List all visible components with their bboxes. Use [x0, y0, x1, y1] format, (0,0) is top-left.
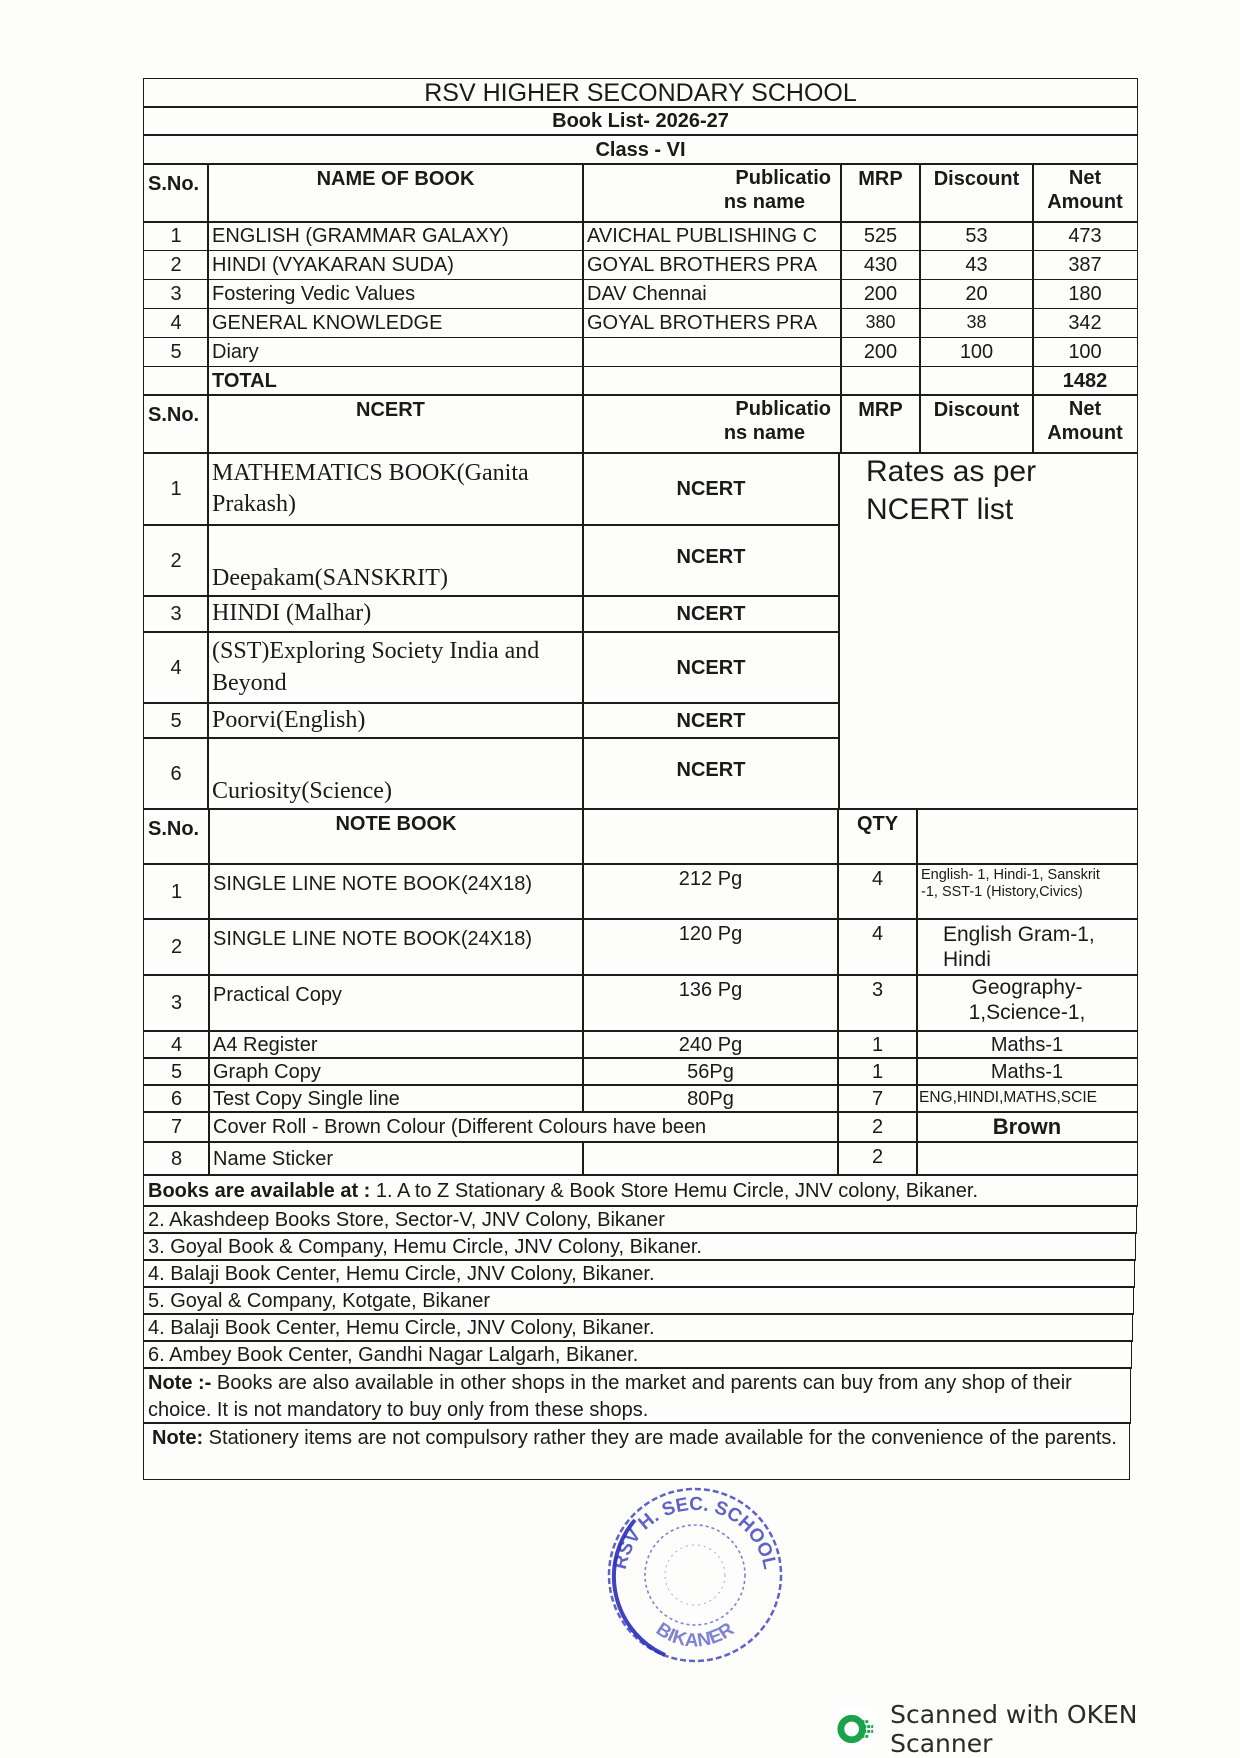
books-cell-discount: 43: [919, 250, 1034, 280]
note-stationery: [143, 1422, 1130, 1480]
ncert-cell-publication: NCERT: [582, 737, 840, 810]
ncert-rates-note-line1: Rates as per: [866, 455, 1037, 488]
total-pub-empty: [582, 366, 842, 396]
nb-cell-name: SINGLE LINE NOTE BOOK(24X18): [208, 918, 584, 976]
ncert-col-mrp: MRP: [840, 394, 921, 454]
books-cell-publication: GOYAL BROTHERS PRA: [582, 308, 842, 338]
watermark-text: Scanned with OKEN Scanner: [890, 1700, 1138, 1758]
books-col-publication-line1: Publicatio: [735, 167, 831, 189]
note-shops: [143, 1367, 1131, 1424]
nb-cell-sno: 8: [143, 1141, 210, 1176]
nb-cell-pages: 136 Pg: [582, 974, 839, 1032]
nb-cell-name: SINGLE LINE NOTE BOOK(24X18): [208, 863, 584, 920]
nb-cell-name: Practical Copy: [208, 974, 584, 1032]
ncert-cell-publication: NCERT: [582, 452, 840, 526]
nb-cell-subjects: [916, 1141, 1138, 1176]
shop-item: 4. Balaji Book Center, Hemu Circle, JNV Colony, Bikaner.: [143, 1259, 1135, 1288]
nb-cell-qty: 2: [837, 1141, 918, 1176]
books-cell-mrp: 525: [840, 221, 921, 251]
ncert-cell-name: HINDI (Malhar): [207, 595, 584, 633]
books-cell-net: 100: [1032, 337, 1138, 367]
books-col-net: [1032, 163, 1138, 223]
nb-col-subjects: [916, 808, 1138, 865]
books-cell-discount: 38: [919, 308, 1034, 338]
ncert-col-publication-line1: Publicatio: [735, 398, 831, 420]
stamp-inner-ring: [645, 1525, 745, 1625]
books-cell-name: Diary: [207, 337, 584, 367]
ncert-cell-name: Curiosity(Science): [207, 737, 584, 810]
stamp-text-top: RSV H. SEC. SCHOOL: [609, 1493, 781, 1572]
books-col-net-line2: Amount: [1047, 191, 1123, 213]
nb-cell-sno: 6: [143, 1084, 210, 1113]
nb-cell-name: A4 Register: [208, 1030, 584, 1059]
nb-cell-pages: 212 Pg: [582, 863, 839, 920]
books-cell-publication: DAV Chennai: [582, 279, 842, 309]
shop-item: 6. Ambey Book Center, Gandhi Nagar Lalgarh, Bikaner.: [143, 1340, 1132, 1369]
books-cell-sno: 5: [143, 337, 209, 367]
school-name: RSV HIGHER SECONDARY SCHOOL: [143, 78, 1138, 108]
ncert-cell-sno: 2: [143, 524, 209, 597]
total-mrp-empty: [840, 366, 921, 396]
stamp-text-bottom: BIKANER: [652, 1618, 738, 1652]
oken-logo-icon: [835, 1708, 876, 1750]
nb-cell-subjects: Maths-1: [916, 1030, 1138, 1059]
nb-col-qty: QTY: [837, 808, 918, 865]
books-cell-mrp: 200: [840, 279, 921, 309]
ncert-cell-publication: NCERT: [582, 702, 840, 739]
books-cell-sno: 3: [143, 279, 209, 309]
books-col-mrp: MRP: [840, 163, 921, 223]
nb-cell-qty: 7: [837, 1084, 918, 1113]
note-stationery-text: Stationery items are not compulsory rather they are made available for the convenience of the parents.: [203, 1427, 1117, 1449]
books-cell-discount: 100: [919, 337, 1034, 367]
books-cell-discount: 53: [919, 221, 1034, 251]
books-col-net-line1: Net: [1068, 167, 1102, 189]
class-label: Class - VI: [143, 134, 1138, 165]
nb-cell-subjects: English- 1, Hindi-1, Sanskrit -1, SST-1 (History,Civics): [916, 863, 1138, 920]
books-cell-name: HINDI (VYAKARAN SUDA): [207, 250, 584, 280]
ncert-col-discount: Discount: [919, 394, 1034, 454]
ncert-cell-sno: 5: [143, 702, 209, 739]
nb-cell-name: Test Copy Single line: [208, 1084, 584, 1113]
nb-cell-sno: 3: [143, 974, 210, 1032]
books-cell-net: 473: [1032, 221, 1138, 251]
books-cell-net: 180: [1032, 279, 1138, 309]
books-col-publication-line2: ns name: [723, 191, 805, 213]
nb-cell-name: Name Sticker: [208, 1141, 584, 1176]
books-col-publication: [582, 163, 842, 223]
nb-cell-qty: 4: [837, 863, 918, 920]
total-label: TOTAL: [207, 366, 584, 396]
ncert-cell-publication: NCERT: [582, 595, 840, 633]
total-value: 1482: [1032, 366, 1138, 396]
ncert-rates-note: [838, 452, 1138, 810]
shop-item: 3. Goyal Book & Company, Hemu Circle, JNV Colony, Bikaner.: [143, 1232, 1136, 1261]
nb-col-sno: S.No.: [143, 808, 210, 865]
shop-item: 1. A to Z Stationary & Book Store Hemu Circle, JNV colony, Bikaner.: [375, 1179, 979, 1202]
books-cell-net: 387: [1032, 250, 1138, 280]
ncert-cell-name: Poorvi(English): [207, 702, 584, 739]
note-shops-label: Note :-: [148, 1372, 212, 1394]
total-sno-empty: [143, 366, 209, 396]
ncert-col-net-line1: Net: [1068, 398, 1102, 420]
note-stationery-label: Note:: [152, 1427, 204, 1449]
books-cell-mrp: 430: [840, 250, 921, 280]
shop-item: 4. Balaji Book Center, Hemu Circle, JNV Colony, Bikaner.: [143, 1313, 1133, 1342]
nb-cell-sno: 7: [143, 1111, 210, 1143]
shops-intro-label: Books are available at :: [148, 1179, 371, 1202]
books-cell-name: GENERAL KNOWLEDGE: [207, 308, 584, 338]
ncert-rates-note-line2: NCERT list: [866, 492, 1014, 526]
scanner-watermark: [835, 1700, 1240, 1758]
books-cell-discount: 20: [919, 279, 1034, 309]
nb-cell-qty: 3: [837, 974, 918, 1032]
books-col-sno: S.No.: [143, 163, 209, 223]
ncert-cell-name: Deepakam(SANSKRIT): [207, 524, 584, 597]
total-discount-empty: [919, 366, 1034, 396]
nb-cell-subjects: Geography-1,Science-1,: [916, 974, 1138, 1032]
shop-row-1: [143, 1174, 1138, 1207]
ncert-col-publication: [582, 394, 842, 454]
nb-cell-sno: 5: [143, 1057, 210, 1086]
ncert-cell-name: (SST)Exploring Society India and Beyond: [207, 631, 584, 704]
nb-cell-sno: 4: [143, 1030, 210, 1059]
nb-cell-subjects: English Gram-1, Hindi: [916, 918, 1138, 976]
books-cell-publication: GOYAL BROTHERS PRA: [582, 250, 842, 280]
nb-cell-subjects: Maths-1: [916, 1057, 1138, 1086]
nb-col-pages: [582, 808, 839, 865]
books-cell-mrp: 200: [840, 337, 921, 367]
ncert-cell-publication: NCERT: [582, 524, 840, 597]
books-col-discount: Discount: [919, 163, 1034, 223]
books-cell-net: 342: [1032, 308, 1138, 338]
nb-cell-qty: 4: [837, 918, 918, 976]
nb-cell-pages: 120 Pg: [582, 918, 839, 976]
nb-col-name: NOTE BOOK: [208, 808, 584, 865]
book-list-title: Book List- 2026-27: [143, 106, 1138, 136]
ncert-col-name: NCERT: [207, 394, 584, 454]
books-cell-mrp: 380: [840, 308, 921, 338]
shop-item: 5. Goyal & Company, Kotgate, Bikaner: [143, 1286, 1134, 1315]
nb-cell-qty: 2: [837, 1111, 918, 1143]
ncert-col-net-line2: Amount: [1047, 422, 1123, 444]
books-col-name: NAME OF BOOK: [207, 163, 584, 223]
books-cell-sno: 1: [143, 221, 209, 251]
nb-cell-name: Graph Copy: [208, 1057, 584, 1086]
school-stamp-icon: [595, 1480, 795, 1665]
nb-cell-pages: 56Pg: [582, 1057, 839, 1086]
books-cell-publication: AVICHAL PUBLISHING C: [582, 221, 842, 251]
nb-cell-pages: [582, 1141, 839, 1176]
books-cell-sno: 2: [143, 250, 209, 280]
nb-cell-sno: 2: [143, 918, 210, 976]
nb-cell-subjects: ENG,HINDI,MATHS,SCIE: [916, 1084, 1138, 1113]
ncert-cell-sno: 6: [143, 737, 209, 810]
books-cell-publication: [582, 337, 842, 367]
ncert-cell-sno: 1: [143, 452, 209, 526]
nb-cell-subjects: Brown: [916, 1111, 1138, 1143]
nb-cell-pages: 240 Pg: [582, 1030, 839, 1059]
ncert-cell-publication: NCERT: [582, 631, 840, 704]
ncert-col-net: [1032, 394, 1138, 454]
nb-cell-pages: 80Pg: [582, 1084, 839, 1113]
books-cell-sno: 4: [143, 308, 209, 338]
ncert-cell-sno: 4: [143, 631, 209, 704]
shop-item: 2. Akashdeep Books Store, Sector-V, JNV Colony, Bikaner: [143, 1205, 1137, 1234]
note-shops-text: Books are also available in other shops in the market and parents can buy from any shop of their choice. It is not mandatory to buy only from these shops.: [148, 1372, 1072, 1421]
nb-cell-sno: 1: [143, 863, 210, 920]
books-cell-name: ENGLISH (GRAMMAR GALAXY): [207, 221, 584, 251]
books-cell-name: Fostering Vedic Values: [207, 279, 584, 309]
ncert-cell-sno: 3: [143, 595, 209, 633]
ncert-cell-name: MATHEMATICS BOOK(Ganita Prakash): [207, 452, 584, 526]
stamp-center-ring: [665, 1545, 725, 1605]
ncert-col-sno: S.No.: [143, 394, 209, 454]
nb-cell-name: Cover Roll - Brown Colour (Different Colours have been: [208, 1111, 839, 1143]
nb-cell-qty: 1: [837, 1057, 918, 1086]
nb-cell-qty: 1: [837, 1030, 918, 1059]
ncert-col-publication-line2: ns name: [723, 422, 805, 444]
